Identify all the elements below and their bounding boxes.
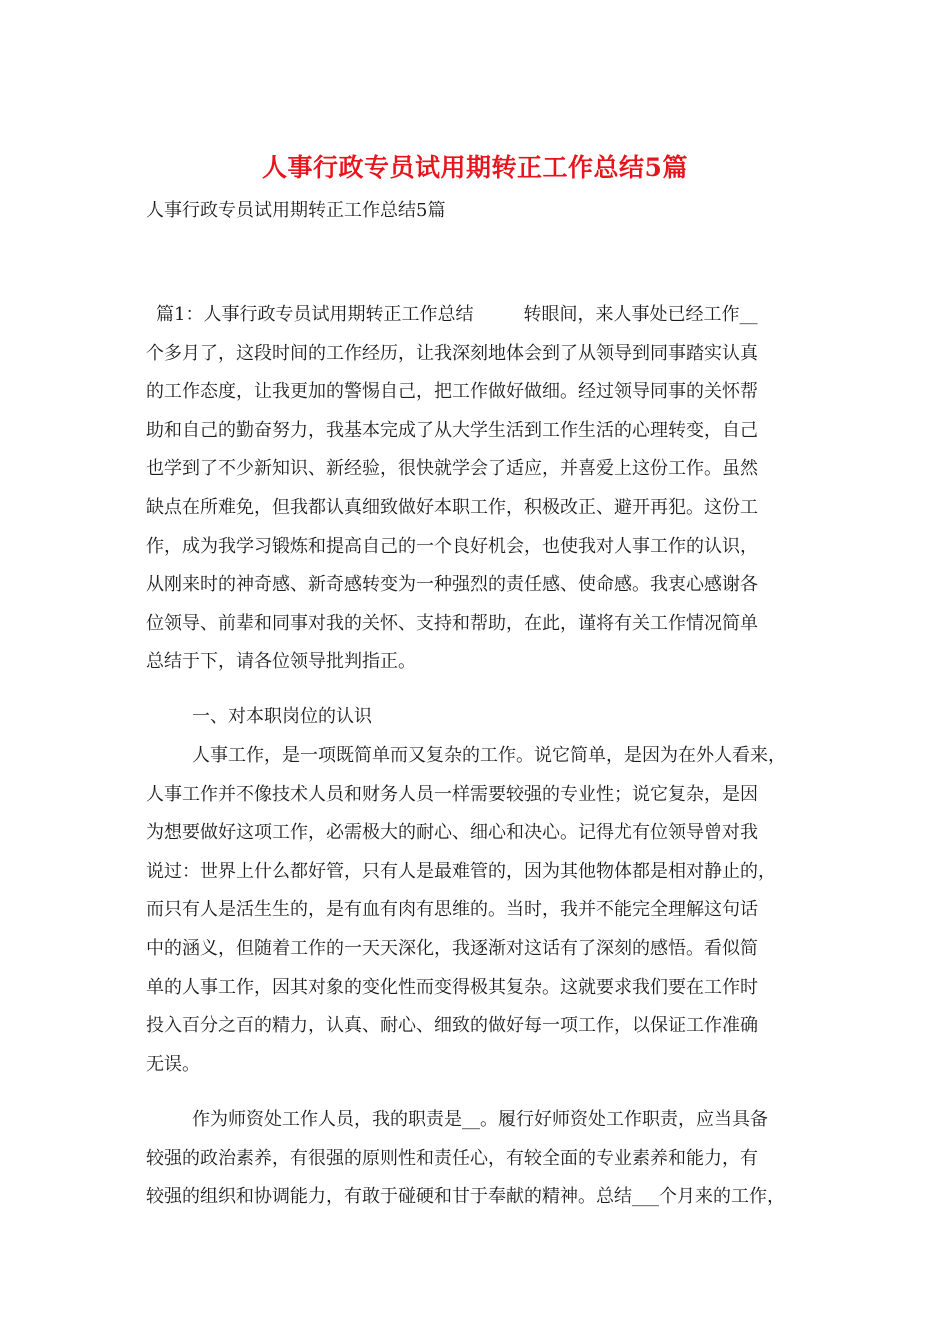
text-line: 作，成为我学习锻炼和提高自己的一个良好机会，也使我对人事工作的认识，	[146, 535, 758, 557]
text-line: 的工作态度，让我更加的警惕自己，把工作做好做细。经过领导同事的关怀帮	[146, 381, 758, 403]
text-line: 个多月了，这段时间的工作经历，让我深刻地体会到了从领导到同事踏实认真	[146, 342, 758, 364]
text-line: 缺点在所难免，但我都认真细致做好本职工作，积极改正、避开再犯。这份工	[146, 496, 758, 518]
text-line: 为想要做好这项工作，必需极大的耐心、细心和决心。记得尤有位领导曾对我	[146, 822, 758, 844]
text-line: 而只有人是活生生的，是有血有肉有思维的。当时，我并不能完全理解这句话	[146, 899, 758, 921]
text-line: 从刚来时的神奇感、新奇感转变为一种强烈的责任感、使命感。我衷心感谢各	[146, 574, 758, 596]
section-heading: 一、对本职岗位的认识	[192, 706, 372, 727]
text-line: 较强的组织和协调能力，有敢于碰硬和甘于奉献的精神。总结___个月来的工作，	[146, 1186, 785, 1208]
text-line: 总结于下，请各位领导批判指正。	[146, 651, 416, 673]
article-heading: 篇1：人事行政专员试用期转正工作总结	[156, 304, 474, 325]
text-line: 人事工作并不像技术人员和财务人员一样需要较强的专业性；说它复杂，是因	[146, 783, 758, 805]
document-subtitle: 人事行政专员试用期转正工作总结5篇	[146, 200, 446, 221]
text-line: 投入百分之百的精力，认真、耐心、细致的做好每一项工作，以保证工作准确	[146, 1015, 758, 1037]
text-line: 位领导、前辈和同事对我的关怀、支持和帮助，在此，谨将有关工作情况简单	[146, 612, 758, 634]
text-line: 无误。	[146, 1053, 200, 1075]
text-line: 转眼间，来人事处已经工作__	[523, 304, 758, 325]
text-line: 中的涵义，但随着工作的一天天深化，我逐渐对这话有了深刻的感悟。看似简	[146, 937, 758, 959]
intro-first-line	[146, 296, 806, 335]
text-line: 单的人事工作，因其对象的变化性而变得极其复杂。这就要求我们要在工作时	[146, 976, 758, 998]
text-line: 人事工作，是一项既简单而又复杂的工作。说它简单，是因为在外人看来，	[192, 745, 786, 766]
section-paragraph-2	[146, 1101, 806, 1217]
text-line: 助和自己的勤奋努力，我基本完成了从大学生活到工作生活的心理转变，自己	[146, 419, 758, 441]
text-line: 也学到了不少新知识、新经验，很快就学会了适应，并喜爱上这份工作。虽然	[146, 458, 758, 480]
text-line: 说过：世界上什么都好管，只有人是最难管的，因为其他物体都是相对静止的，	[146, 860, 776, 882]
section-heading-block	[146, 698, 806, 737]
text-line: 较强的政治素养，有很强的原则性和责任心，有较全面的专业素养和能力，有	[146, 1147, 758, 1169]
section-paragraph-1	[146, 737, 806, 1084]
intro-paragraph	[146, 296, 806, 682]
document-title: 人事行政专员试用期转正工作总结5篇	[262, 153, 688, 182]
text-line: 作为师资处工作人员，我的职责是__。履行好师资处工作职责，应当具备	[192, 1109, 768, 1130]
